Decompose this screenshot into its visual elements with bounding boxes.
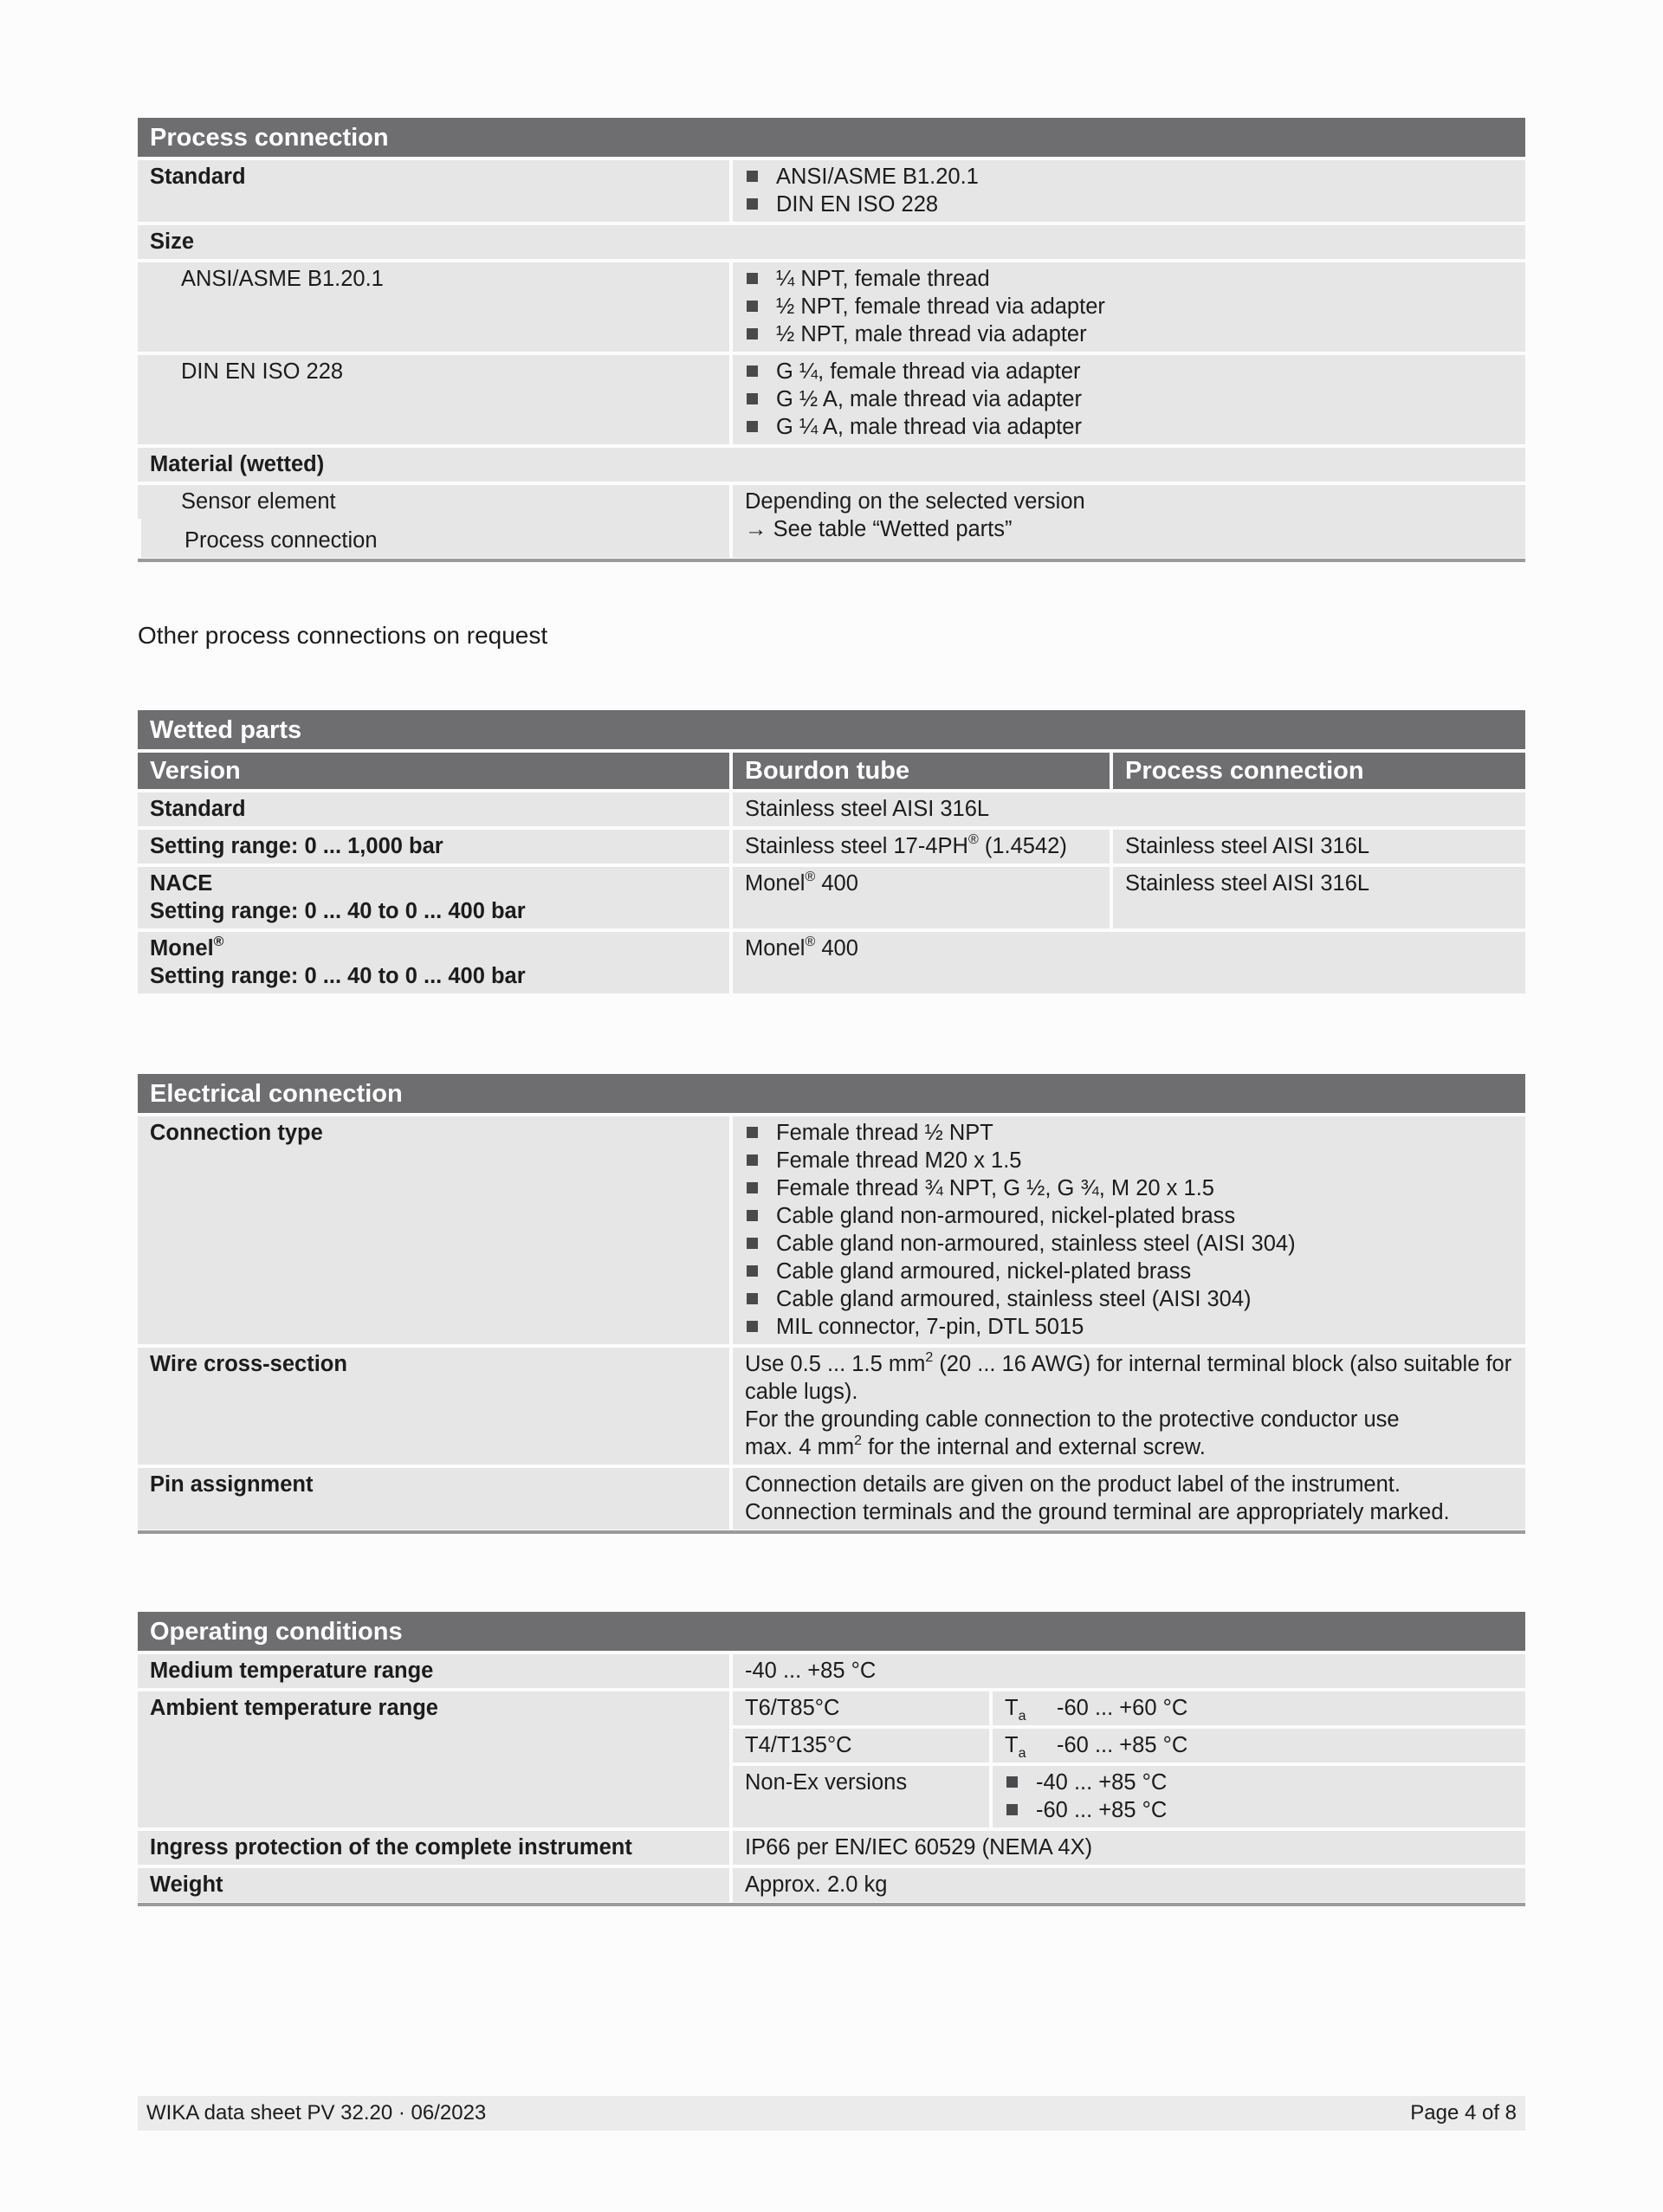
row-label: DIN EN ISO 228 (138, 355, 729, 444)
list-item: Female thread ½ NPT (745, 1119, 1513, 1147)
row-label-group (138, 485, 729, 558)
list-item: ½ NPT, male thread via adapter (745, 320, 1513, 348)
wire-line: For the grounding cable connection to the protective conductor use (745, 1407, 1400, 1432)
electrical-connection-table (138, 1074, 1525, 1534)
wetted-parts-table (138, 710, 1525, 993)
list-item: -40 ... +85 °C (1005, 1769, 1513, 1796)
ta-letter: T (1005, 1733, 1019, 1757)
table-row (138, 830, 1525, 863)
row-label: Connection type (138, 1116, 729, 1344)
wire-line (745, 1433, 1513, 1461)
table-row (138, 867, 1525, 928)
version-cell (138, 867, 729, 928)
bourdon-cell: Stainless steel AISI 316L (733, 792, 1525, 826)
section-header: Process connection (138, 118, 1525, 157)
table-end-rule (138, 1530, 1525, 1534)
list-item: ½ NPT, female thread via adapter (745, 293, 1513, 320)
table-row (138, 792, 1525, 826)
list-item: DIN EN ISO 228 (745, 191, 1513, 218)
list-item: -60 ... +85 °C (1005, 1796, 1513, 1824)
ta-symbol (1005, 1694, 1057, 1722)
row-value (733, 1468, 1525, 1530)
wire-line (745, 1350, 1513, 1378)
list-item: Female thread ¾ NPT, G ½, G ¾, M 20 x 1.5 (745, 1174, 1513, 1202)
version-name-text: Monel (150, 936, 214, 960)
list-item: G ½ A, male thread via adapter (745, 385, 1513, 413)
ambient-subtable (733, 1691, 1525, 1827)
row-value (733, 160, 1525, 222)
note-text: Other process connections on request (138, 622, 548, 649)
wire-line: cable lugs). (745, 1380, 858, 1404)
row-label: Standard (138, 160, 729, 222)
list-item: MIL connector, 7-pin, DTL 5015 (745, 1313, 1513, 1341)
table-row (138, 1691, 1525, 1827)
table-row (138, 355, 1525, 444)
wire-text: max. 4 mm (745, 1435, 855, 1459)
bourdon-cell (733, 932, 1525, 993)
bourdon-cell (733, 830, 1110, 863)
temp-value (993, 1691, 1525, 1725)
column-header: Version (138, 753, 729, 789)
section-header: Wetted parts (138, 710, 1525, 749)
row-value (733, 355, 1525, 444)
list-item: Cable gland armoured, nickel-plated brass (745, 1258, 1513, 1285)
bourdon-cell (733, 867, 1110, 928)
page-footer (138, 2096, 1525, 2131)
version-name (150, 935, 717, 962)
version-cell (138, 932, 729, 993)
table-row (138, 1654, 1525, 1688)
section-header: Electrical connection (138, 1074, 1525, 1113)
section-header: Operating conditions (138, 1612, 1525, 1651)
material-text: Monel (745, 936, 806, 960)
temp-class: T4/T135°C (733, 1729, 989, 1762)
row-value: -40 ... +85 °C (733, 1654, 1525, 1688)
process-connection-table (138, 118, 1525, 562)
table-end-rule (138, 559, 1525, 562)
process-cell: Stainless steel AISI 316L (1113, 867, 1525, 928)
row-label: Wire cross-section (138, 1348, 729, 1465)
version-range: Setting range: 0 ... 40 to 0 ... 400 bar (150, 964, 526, 988)
material-reference: → See table “Wetted parts” (745, 517, 1013, 541)
list-item: Cable gland non-armoured, stainless steel (AISI 304) (745, 1230, 1513, 1258)
ta-symbol (1005, 1731, 1057, 1762)
material-text: Stainless steel 17-4PH (745, 834, 968, 858)
ta-subscript: a (1018, 1709, 1026, 1724)
row-label: Size (138, 225, 1525, 259)
registered-mark: ® (213, 934, 224, 949)
table-row (138, 1116, 1525, 1344)
registered-mark: ® (805, 869, 816, 884)
temp-class: T6/T85°C (733, 1691, 989, 1725)
temp-value (993, 1729, 1525, 1762)
list-item: Cable gland non-armoured, nickel-plated brass (745, 1202, 1513, 1230)
row-label: Ambient temperature range (138, 1691, 729, 1827)
list-item: G ¼, female thread via adapter (745, 358, 1513, 385)
wire-text: Use 0.5 ... 1.5 mm (745, 1352, 926, 1376)
table-row (138, 1468, 1525, 1530)
row-label: Weight (138, 1868, 729, 1902)
ambient-subrow (733, 1766, 1525, 1827)
table-row (138, 160, 1525, 222)
table-row (138, 262, 1525, 352)
ta-range: -60 ... +60 °C (1057, 1696, 1188, 1720)
row-value (733, 1348, 1525, 1465)
row-value (733, 262, 1525, 352)
table-row (138, 932, 1525, 993)
row-label: Sensor element (138, 485, 729, 519)
material-text-tail: (1.4542) (978, 834, 1067, 858)
row-label: Pin assignment (138, 1468, 729, 1530)
version-range: Setting range: 0 ... 40 to 0 ... 400 bar (150, 899, 526, 923)
column-header: Process connection (1113, 753, 1525, 789)
table-row (138, 1868, 1525, 1902)
row-label: Ingress protection of the complete instrument (138, 1831, 729, 1865)
wire-text: (20 ... 16 AWG) for internal terminal block (also suitable for (933, 1352, 1512, 1376)
ambient-subrow (733, 1691, 1525, 1725)
superscript: 2 (854, 1433, 862, 1448)
row-value (733, 485, 1525, 558)
footer-page-number: Page 4 of 8 (1410, 2101, 1517, 2125)
row-label: Process connection (141, 519, 729, 558)
table-row (138, 448, 1525, 482)
registered-mark: ® (967, 831, 979, 847)
registered-mark: ® (805, 934, 816, 949)
material-text-tail: 400 (815, 936, 858, 960)
process-cell: Stainless steel AISI 316L (1113, 830, 1525, 863)
table-row (138, 225, 1525, 259)
material-note: Depending on the selected version (745, 489, 1085, 514)
row-value: IP66 per EN/IEC 60529 (NEMA 4X) (733, 1831, 1525, 1865)
material-text-tail: 400 (815, 871, 858, 896)
superscript: 2 (925, 1349, 934, 1365)
pin-line: Connection details are given on the product label of the instrument. (745, 1472, 1401, 1497)
table-header-row (138, 753, 1525, 789)
version-name: NACE (150, 871, 213, 896)
temp-class: Non-Ex versions (733, 1766, 989, 1827)
list-item: Cable gland armoured, stainless steel (AISI 304) (745, 1285, 1513, 1313)
wire-text: for the internal and external screw. (862, 1435, 1206, 1459)
table-end-rule (138, 1903, 1525, 1906)
ta-letter: T (1005, 1696, 1019, 1720)
table-row (138, 1831, 1525, 1865)
column-header: Bourdon tube (733, 753, 1110, 789)
row-label: Medium temperature range (138, 1654, 729, 1688)
version-cell: Setting range: 0 ... 1,000 bar (138, 830, 729, 863)
table-row (138, 485, 1525, 558)
row-value: Approx. 2.0 kg (733, 1868, 1525, 1902)
row-label: ANSI/ASME B1.20.1 (138, 262, 729, 352)
material-text: Monel (745, 871, 806, 896)
row-value (733, 1116, 1525, 1344)
ta-subscript: a (1018, 1746, 1026, 1762)
row-label: Material (wetted) (138, 448, 1525, 482)
table-row (138, 1348, 1525, 1465)
list-item: Female thread M20 x 1.5 (745, 1147, 1513, 1174)
temp-value (993, 1766, 1525, 1827)
operating-conditions-table (138, 1612, 1525, 1906)
list-item: G ¼ A, male thread via adapter (745, 413, 1513, 441)
version-cell: Standard (138, 792, 729, 826)
ambient-subrow (733, 1729, 1525, 1762)
pin-line: Connection terminals and the ground terminal are appropriately marked. (745, 1500, 1450, 1524)
footer-document-id: WIKA data sheet PV 32.20 · 06/2023 (146, 2101, 487, 2125)
list-item: ANSI/ASME B1.20.1 (745, 163, 1513, 191)
list-item: ¼ NPT, female thread (745, 265, 1513, 293)
ta-range: -60 ... +85 °C (1057, 1733, 1188, 1757)
